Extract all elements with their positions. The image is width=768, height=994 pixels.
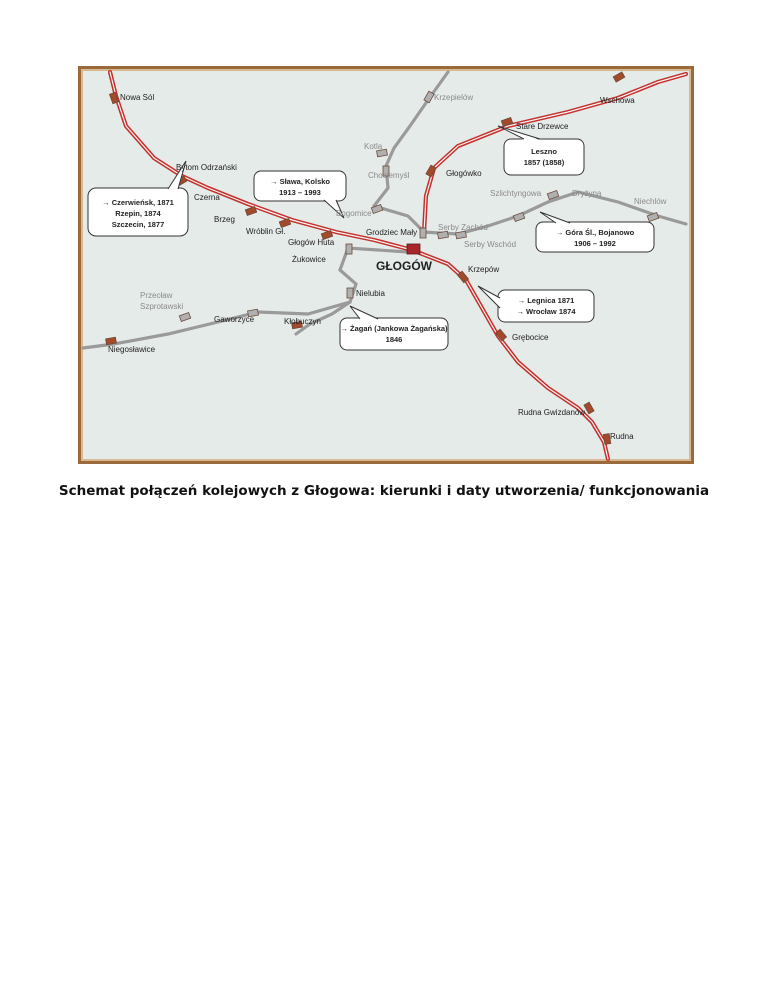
label-chociemysl: Chociemyśl: [368, 171, 410, 180]
label-glogow: GŁOGÓW: [376, 259, 432, 273]
marker-serby-wschod: [456, 231, 467, 239]
callout-leszno-line1: Leszno: [531, 147, 557, 156]
label-serby-wschod: Serby Wschód: [464, 240, 517, 249]
callout-zagan-line2: 1846: [385, 335, 403, 344]
label-brzeg: Brzeg: [214, 215, 235, 224]
callout-leszno-line2: 1857 (1858): [523, 158, 565, 167]
marker-zukowice: [346, 244, 352, 254]
callout-zagan-line1: → Żagań (Jankowa Żagańska): [340, 324, 448, 333]
marker-nielubia: [347, 288, 353, 298]
callout-czerwiensk-line3: Szczecin, 1877: [111, 220, 165, 229]
label-glogowko: Głogówko: [446, 169, 482, 178]
callout-legnica-line1: → Legnica 1871: [517, 296, 575, 305]
callout-gora-line2: 1906 – 1992: [574, 239, 616, 248]
label-wroblin: Wróblin Gł.: [246, 227, 286, 236]
map-caption: Schemat połączeń kolejowych z Głogowa: kierunki i daty utworzenia/ funkcjonowania: [58, 483, 710, 499]
label-gaworzyce: Gaworzyce: [214, 315, 255, 324]
label-przeclaw-2: Szprotawski: [140, 302, 184, 311]
label-bytom: Bytom Odrzański: [176, 163, 237, 172]
railway-map: [78, 66, 694, 464]
label-przeclaw-1: Przecław: [140, 291, 173, 300]
callout-czerwiensk-line1: → Czerwieńsk, 1871: [102, 198, 174, 207]
label-grodziec: Grodziec Mały: [366, 228, 418, 237]
callout-slawa-line1: → Sława, Kolsko: [269, 177, 331, 186]
label-nowa-sol: Nowa Sól: [120, 93, 155, 102]
label-nielubia: Nielubia: [356, 289, 385, 298]
label-krzepielow: Krzepielów: [434, 93, 474, 102]
callout-czerwiensk-line2: Rzepin, 1874: [115, 209, 161, 218]
label-zukowice: Żukowice: [292, 255, 326, 264]
label-grebocice: Grębocice: [512, 333, 549, 342]
callout-gora-line1: → Góra Śl., Bojanowo: [555, 228, 635, 237]
callout-slawa-line2: 1913 – 1993: [279, 188, 321, 197]
label-wschowa: Wschowa: [600, 96, 635, 105]
label-stare-drzewce: Stare Drzewce: [516, 122, 569, 131]
label-rudna: Rudna: [610, 432, 634, 441]
label-bogomice: Bogomice: [336, 209, 372, 218]
label-klobuczyn: Kłobuczyn: [284, 317, 321, 326]
label-glogow-huta: Głogów Huta: [288, 238, 335, 247]
label-niegoslawice: Niegosławice: [108, 345, 156, 354]
label-szlichtyngowa: Szlichtyngowa: [490, 189, 542, 198]
marker-serby-zachod: [438, 231, 449, 239]
marker-grodziec: [420, 228, 426, 238]
label-krzepow: Krzepów: [468, 265, 500, 274]
label-kotla: Kotla: [364, 142, 383, 151]
marker-niegoslawice: [106, 337, 117, 345]
callout-legnica-line2: → Wrocław 1874: [516, 307, 576, 316]
label-serby-zachod: Serby Zachód: [438, 223, 488, 232]
main-station-glogow: [407, 244, 420, 254]
label-niechlow: Niechlów: [634, 197, 667, 206]
label-rudna-gwizdanow: Rudna Gwizdanów: [518, 408, 586, 417]
label-czerna: Czerna: [194, 193, 220, 202]
label-dryzyna: Dryżyna: [572, 189, 602, 198]
